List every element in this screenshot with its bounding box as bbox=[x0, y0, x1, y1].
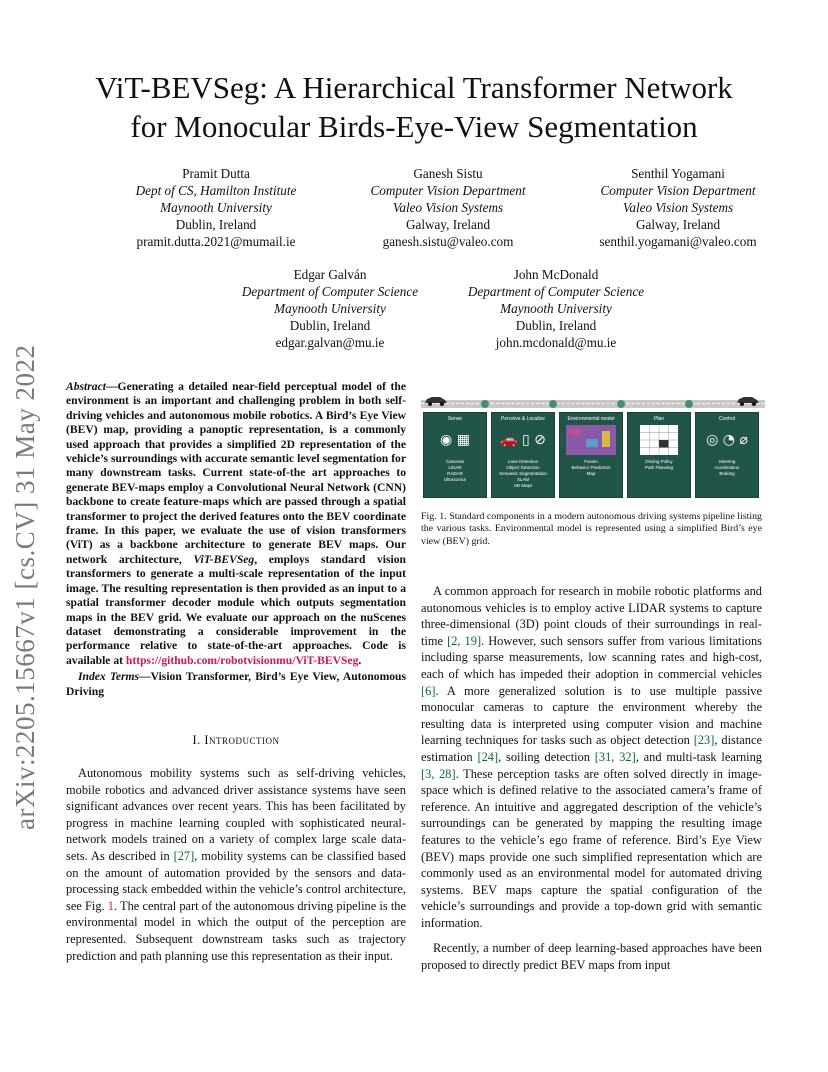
author-name: Edgar Galván bbox=[293, 267, 367, 282]
perception-icon: 🚗 ▯ ⊘ bbox=[500, 432, 546, 448]
abstract bbox=[66, 380, 406, 699]
author-location: Galway, Ireland bbox=[635, 217, 721, 232]
author-inst: Maynooth University bbox=[274, 301, 386, 316]
road-dashes bbox=[421, 403, 765, 404]
index-terms-lead: Index Terms bbox=[78, 670, 140, 684]
intro-text: Autonomous mobility systems such as self-driving vehicles, mobile robotics and advanced driver assistance systems have seen significant advances over recent years. This has been facilitated by progress in machine learning coupled with sophisticated neural-network models trained on a variety of complex large scale data-sets. As described in bbox=[66, 766, 406, 863]
intro-text: . A more generalized solution is to use multiple passive monocular cameras to capture the environment whereby the resulting data is interpreted using computer vision and machine learning techniques for tasks such as object detection bbox=[421, 683, 762, 748]
intro-text: , and multi-task learning bbox=[635, 749, 763, 764]
title-line-1: ViT-BEVSeg: A Hierarchical Transformer Network bbox=[95, 70, 733, 105]
box-heading: Control bbox=[718, 416, 736, 422]
figure-ref-link[interactable]: 1 bbox=[107, 898, 114, 913]
section-heading bbox=[66, 733, 406, 748]
author-location: Dublin, Ireland bbox=[289, 318, 371, 333]
abstract-body-2: , employs standard vision transformers to generate a multi-scale representation of the input image. The resulting representation is then provided as an input to a spatial transformer decoder module which outputs segmentation maps in the BEV grid. We evaluate our approach on the nuScenes dataset demonstrating a considerable improvement in the performance relative to state-of-the-art approaches. Code is available at bbox=[66, 552, 406, 667]
author-block bbox=[116, 165, 316, 250]
citation-link[interactable]: [3, 28] bbox=[421, 766, 456, 781]
box-heading: Perceive & Localize bbox=[501, 416, 545, 422]
intro-text: . The central part of the autonomous driving pipeline is the environmental model in which the output of the perception are represented. Subsequent downstream tasks such as trajectory prediction and path planning use this representation as their input. bbox=[66, 898, 406, 963]
author-dept: Department of Computer Science bbox=[467, 284, 645, 299]
citation-link[interactable]: [31, 32] bbox=[594, 749, 636, 764]
abstract-lead: Abstract bbox=[66, 380, 106, 393]
author-dept: Computer Vision Department bbox=[370, 183, 526, 198]
box-text: Fusion Behavior Prediction Map bbox=[571, 459, 611, 476]
box-text: Lane Detection Object Detection Semantic Segmentation SLAM HD Maps bbox=[499, 459, 547, 488]
author-email: john.mcdonald@mu.ie bbox=[495, 335, 617, 350]
car-icon bbox=[735, 394, 761, 406]
box-text: Steering Acceleration Braking bbox=[714, 459, 740, 476]
author-email: senthil.yogamani@valeo.com bbox=[599, 234, 757, 249]
author-block bbox=[230, 266, 430, 351]
author-inst: Valeo Vision Systems bbox=[622, 200, 734, 215]
author-email: pramit.dutta.2021@mumail.ie bbox=[136, 234, 296, 249]
box-heading: Plan bbox=[653, 416, 664, 422]
author-inst: Maynooth University bbox=[500, 301, 612, 316]
index-terms bbox=[66, 670, 406, 699]
intro-text: . These perception tasks are often solved directly in image-space which is defined relative to the associated camera’s frame of reference. An intuitive and aggregated description of the vehicle’s surroundings can be generated by mapping the resulting image features to the vehicle’s ego frame of reference. Bird’s Eye View (BEV) maps provide one such simplified representation which are commonly used as an environmental model for automated driving systems. BEV maps capture the spatial configuration of the vehicle’s surroundings and provide a top-down grid with semantic information. bbox=[421, 766, 762, 930]
author-location: Dublin, Ireland bbox=[515, 318, 597, 333]
bev-grid-icon bbox=[566, 425, 616, 455]
author-dept: Computer Vision Department bbox=[600, 183, 756, 198]
pipeline-node bbox=[549, 400, 557, 408]
box-text: Driving Policy Path Planning bbox=[644, 459, 674, 470]
box-text: Cameras LIDAR RADAR Ultrasonics bbox=[443, 459, 467, 482]
abstract-method-name: ViT-BEVSeg bbox=[193, 552, 255, 566]
title-line-2: for Monocular Birds-Eye-View Segmentation bbox=[130, 109, 698, 144]
intro-text: , soiling detection bbox=[498, 749, 595, 764]
author-inst: Valeo Vision Systems bbox=[392, 200, 504, 215]
author-name: John McDonald bbox=[513, 267, 599, 282]
pipeline-box-perceive bbox=[491, 412, 555, 498]
author-block bbox=[456, 266, 656, 351]
author-dept: Dept of CS, Hamilton Institute bbox=[135, 183, 297, 198]
sensor-icon: ◉ ▦ bbox=[440, 432, 470, 448]
road-strip bbox=[421, 400, 765, 408]
car-icon bbox=[423, 394, 449, 406]
author-location: Dublin, Ireland bbox=[175, 217, 257, 232]
intro-paragraph-right-2: Recently, a number of deep learning-based approaches have been proposed to directly predict BEV maps from input bbox=[421, 941, 762, 972]
box-heading: Sense bbox=[447, 416, 463, 422]
intro-text: , mobility systems can be classified based on the amount of automation provided by the sensors and data-processing stack embedded within the vehicle’s control architecture, see Fig. bbox=[66, 848, 406, 913]
pipeline-node bbox=[481, 400, 489, 408]
index-terms-body: —Vision Transformer, Bird’s Eye View, Autonomous Driving bbox=[66, 670, 406, 698]
plan-grid-icon bbox=[640, 425, 678, 455]
section-heading-text: I. Introduction bbox=[192, 733, 280, 747]
author-inst: Maynooth University bbox=[160, 200, 272, 215]
citation-link[interactable]: [27] bbox=[173, 848, 195, 863]
pipeline-node bbox=[617, 400, 625, 408]
intro-text: A common approach for research in mobile robotic platforms and autonomous vehicles is to employ active LIDAR systems to capture three-dimensional (3D) point clouds of their surroundings in real-time bbox=[421, 584, 762, 648]
abstract-end: . bbox=[358, 653, 362, 667]
author-location: Galway, Ireland bbox=[405, 217, 491, 232]
code-link[interactable]: https://github.com/robotvisionmu/ViT-BEVSeg bbox=[125, 653, 359, 667]
author-block bbox=[578, 165, 778, 250]
pipeline-box-plan bbox=[627, 412, 691, 498]
arxiv-stamp: arXiv:2205.15667v1 [cs.CV] 31 May 2022 bbox=[10, 344, 40, 830]
author-email: ganesh.sistu@valeo.com bbox=[382, 234, 514, 249]
author-name: Pramit Dutta bbox=[182, 166, 250, 181]
intro-paragraph-right bbox=[421, 583, 762, 931]
figure-pipeline bbox=[421, 394, 765, 496]
intro-paragraph-left bbox=[66, 765, 406, 964]
author-email: edgar.galvan@mu.ie bbox=[275, 335, 385, 350]
pipeline-box-control bbox=[695, 412, 759, 498]
author-name: Ganesh Sistu bbox=[413, 166, 483, 181]
pipeline-box-environment bbox=[559, 412, 623, 498]
author-dept: Department of Computer Science bbox=[241, 284, 419, 299]
pipeline-box-sense bbox=[423, 412, 487, 498]
figure-caption: Fig. 1. Standard components in a modern autonomous driving systems pipeline listing the various tasks. Environmental model is represented using a simplified Bird’s eye view (BEV) grid. bbox=[421, 511, 762, 547]
citation-link[interactable]: [24] bbox=[477, 749, 499, 764]
pipeline-node bbox=[685, 400, 693, 408]
box-heading: Environmental model bbox=[567, 416, 615, 422]
abstract-body: —Generating a detailed near-field perceptual model of the environment is an important and challenging problem in both self-driving vehicles and autonomous mobile robotics. A Bird’s Eye View (BEV) map, providing a panoptic representation, is a commonly used approach that provides a simplified 2D representation of the vehicle’s surroundings with accurate semantic level segmentation for many downstream tasks. Current state-of-the art approaches to generate BEV-maps employ a Convolutional Neural Network (CNN) backbone to create feature-maps which are passed through a spatial transformer to project the derived features onto the BEV coordinate frame. In this paper, we evaluate the use of vision transformers (ViT) as a backbone architecture to generate BEV maps. Our network architecture, bbox=[66, 380, 406, 566]
intro-text: . However, such sensors suffer from various limitations including sparse measurements, low scanning rates and high-cost, each of which has impeded their adoption in commercial vehicles bbox=[421, 633, 762, 681]
intro-text: , distance estimation bbox=[421, 733, 762, 764]
author-block bbox=[348, 165, 548, 250]
steering-icon: ◎ ◔ ⌀ bbox=[706, 432, 748, 448]
citation-link[interactable]: [2, 19] bbox=[447, 633, 482, 648]
citation-link[interactable]: [23] bbox=[693, 733, 715, 748]
paper-title bbox=[40, 68, 788, 146]
citation-link[interactable]: [6] bbox=[421, 683, 436, 698]
author-name: Senthil Yogamani bbox=[631, 166, 725, 181]
